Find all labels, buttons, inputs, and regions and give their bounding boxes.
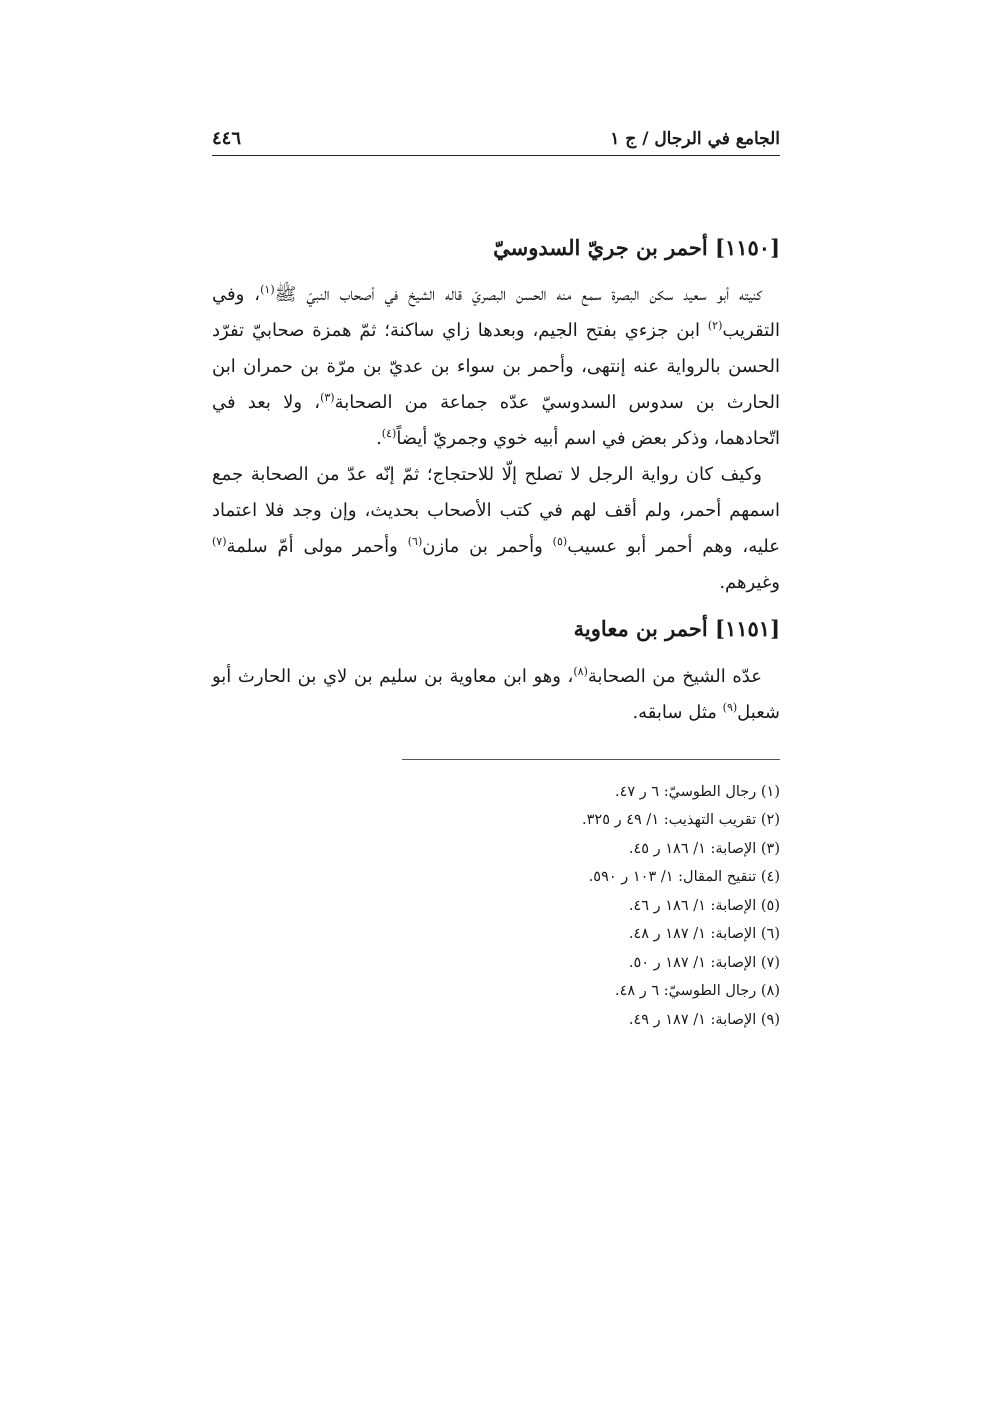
footnote-marker: (٦) — [407, 535, 423, 549]
footnote-marker: (٢) — [707, 319, 723, 333]
footnote-item: (٢) تقريب التهذيب: ١/ ٤٩ ر ٣٢٥. — [582, 812, 780, 829]
paragraph-text: ، وهو ابن معاوية بن سليم بن لاي بن الحارث أبو شعبل — [212, 665, 780, 723]
paragraph-text: . — [376, 428, 382, 450]
document-page — [212, 118, 780, 1118]
running-header — [212, 118, 780, 156]
paragraph — [212, 457, 780, 601]
paragraph-text: عدّه الشيخ من الصحابة — [587, 665, 762, 687]
footnote-marker: (٤) — [381, 427, 397, 441]
footnote-item: (٦) الإصابة: ١/ ١٨٧ ر ٤٨. — [628, 926, 780, 943]
paragraph-text: ، وفي التقريب — [212, 284, 780, 342]
paragraph — [212, 659, 780, 731]
entry-title: [١١٥١] أحمر بن معاوية — [573, 616, 780, 642]
footnote-item: (٥) الإصابة: ١/ ١٨٦ ر ٤٦. — [628, 897, 780, 914]
footnote-item: (٤) تنقيح المقال: ١/ ١٠٣ ر ٥٩٠. — [588, 869, 780, 886]
paragraph-text: ، ولا بعد في اتّحادهما، وذكر بعض في اسم أبيه خوي وجمريّ أيضاً — [212, 392, 780, 450]
book-title: الجامع في الرجال / ج ١ — [610, 129, 780, 149]
footnote-marker: (٥) — [552, 535, 568, 549]
footnote-item: (١) رجال الطوسيّ: ٦ ر ٤٧. — [614, 783, 780, 800]
footnote-marker: (٨) — [573, 664, 588, 678]
paragraph-text: ابن جزءي بفتح الجيم، وبعدها زاي ساكنة؛ ثمّ همزة صحابيّ تفرّد الحسن بالرواية عنه إنتهى، وأحمر بن سواء بن عديّ بن مرّة بن حمران ابن الحارث بن سدوس السدوسيّ عدّه جماعة من الصحابة — [212, 320, 781, 414]
footnote-divider — [402, 759, 780, 760]
paragraph-text: مثل سابقه. — [632, 701, 723, 723]
footnote-marker: (٩) — [722, 700, 738, 714]
paragraph-text: وكيف كان رواية الرجل لا تصلح إلّا للاحتجاج؛ ثمّ إنّه عدّ من الصحابة جمع اسمهم أحمر، ولم أقف لهم في كتب الأصحاب بحديث، وإن وجد فلا اعتماد عليه، وهم أحمر أبو عسيب — [212, 464, 780, 558]
paragraph-text: وغيرهم. — [719, 572, 780, 594]
spacer — [212, 601, 780, 615]
paragraph — [212, 277, 780, 457]
footnote-item: (٧) الإصابة: ١/ ١٨٧ ر ٥٠. — [628, 954, 780, 971]
paragraph-text: وأحمر مولى أمّ سلمة — [226, 536, 408, 558]
page-number: ٤٤٦ — [212, 128, 242, 149]
paragraph-text: وأحمر بن مازن — [422, 536, 553, 558]
footnote-marker: (٧) — [212, 535, 227, 549]
footnote-item: (٨) رجال الطوسيّ: ٦ ر ٤٨. — [614, 983, 780, 1000]
footnote-marker: (٣) — [320, 391, 335, 405]
footnote-marker: (١) — [260, 283, 275, 297]
footnote-item: (٣) الإصابة: ١/ ١٨٦ ر ٤٥. — [628, 840, 780, 857]
footnote-item: (٩) الإصابة: ١/ ١٨٧ ر ٤٩. — [628, 1011, 780, 1028]
paragraph-text: كنيته أبو سعيد سكن البصرة سمع منه الحسن البصريّ قاله الشيخ في أصحاب النبيّ ﷺ — [274, 284, 762, 306]
entry-title: [١١٥٠] أحمر بن جريّ السدوسيّ — [493, 235, 780, 260]
footnotes-list — [212, 778, 780, 1035]
main-content — [212, 234, 780, 1034]
